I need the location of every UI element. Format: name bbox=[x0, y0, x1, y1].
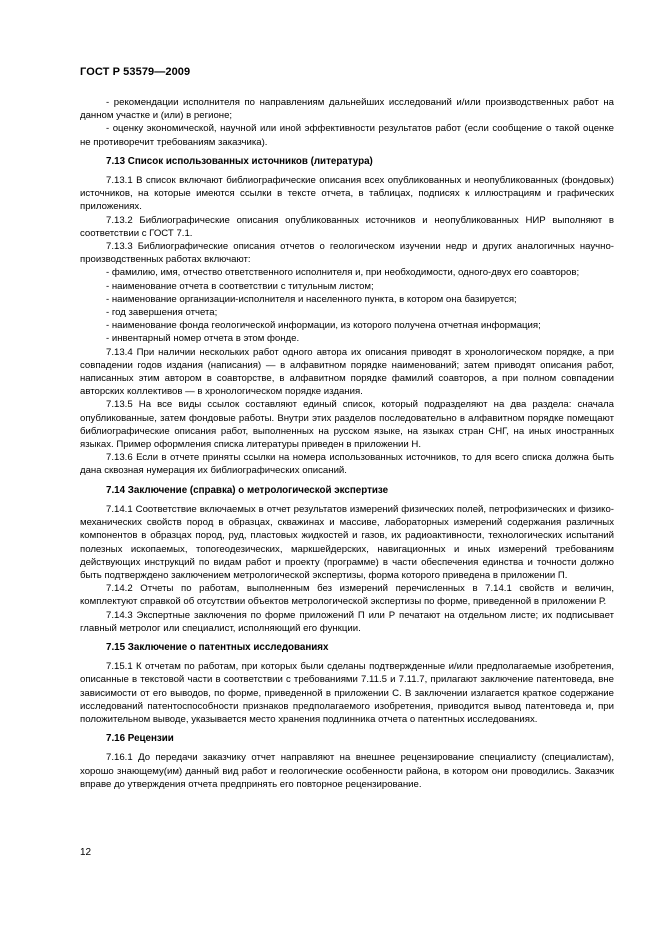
list-item: - год завершения отчета; bbox=[106, 307, 218, 319]
section-heading-7-14: 7.14 Заключение (справка) о метрологической экспертизе bbox=[106, 484, 389, 496]
paragraph: 7.13.5 На все виды ссылок составляют единый список, который подразделяют на два раздела: сначала опубликованные, затем фондовые работы. Внутри этих разделов последовательно в алфавитном порядке помещают библиографические описания работ, выполненных на русском языке, на языках стран СНГ, на иных иностранных языках. Пример оформления списка литературы приведен в приложении Н. bbox=[80, 399, 614, 451]
paragraph: 7.13.3 Библиографические описания отчетов о геологическом изучении недр и других аналогичных научно-производственных работах включают: bbox=[80, 241, 614, 266]
paragraph: 7.13.2 Библиографические описания опубликованных источников и неопубликованных НИР выполняют в соответствии с ГОСТ 7.1. bbox=[80, 214, 614, 239]
list-item: - фамилию, имя, отчество ответственного исполнителя и, при необходимости, одного-двух его соавторов; bbox=[106, 267, 580, 279]
paragraph: - оценку экономической, научной или иной эффективности результатов работ (если сообщение о такой оценке не противоречит требованиям заказчика). bbox=[80, 123, 614, 148]
paragraph: 7.14.1 Соответствие включаемых в отчет результатов измерений физических полей, петрофизических и физико-механических свойств пород в образцах, скважинах и массиве, лабораторных измерений содержания различных компонентов в образцах пород, руд, пластовых жидкостей и газов, их радиоактивности, технологических испытаний полезных ископаемых, топогеодезических, маркшейдерских, навигационных и иных измерений требованиям действующих инструкций по видам работ и проекту (программе) в части обеспечения единства и точности должно быть подтверждено заключением метрологической экспертизы, форма которого приведена в приложении П. bbox=[80, 503, 614, 581]
list-item: - наименование организации-исполнителя и населенного пункта, в котором она базируется; bbox=[106, 293, 517, 305]
paragraph: 7.13.4 При наличии нескольких работ одного автора их описания приводят в хронологическом порядке, а при совпадении годов издания (написания) — в алфавитном порядке наименований; затем приводят описания работ, написанных этим автором в соавторстве, в алфавитном порядке фамилий соавторов, а при полном совпадении авторских коллективов — в хронологическом порядке издания. bbox=[80, 346, 614, 398]
section-heading-7-15: 7.15 Заключение о патентных исследованиях bbox=[106, 641, 329, 653]
paragraph: 7.14.2 Отчеты по работам, выполненным без измерений перечисленных в 7.14.1 свойств и величин, комплектуют справкой об отсутствии объектов метрологической экспертизы по форме, приведенной в приложении Р. bbox=[80, 583, 614, 608]
paragraph: 7.13.6 Если в отчете приняты ссылки на номера использованных источников, то для всего списка должна быть дана сквозная нумерация их библиографических описаний. bbox=[80, 452, 614, 477]
section-heading-7-13: 7.13 Список использованных источников (литература) bbox=[106, 155, 373, 167]
document-body bbox=[80, 96, 614, 791]
paragraph: 7.15.1 К отчетам по работам, при которых были сделаны подтвержденные и/или предполагаемые изобретения, описанные в текстовой части в соответствии с требованиями 7.11.5 и 7.11.7, прилагают заключение патентоведа, вне зависимости от его выводов, по форме, приведенной в приложении С. В заключении излагается краткое содержание исследований патентоспособности признаков предполагаемого изобретения, приводится вывод патентоведа и, при положительном выводе, указывается место хранения подлинника отчета о патентных исследованиях. bbox=[80, 661, 614, 725]
list-item: - инвентарный номер отчета в этом фонде. bbox=[106, 333, 300, 345]
paragraph: 7.13.1 В список включают библиографические описания всех опубликованных и неопубликованных (фондовых) источников, на которые имеются ссылки в тексте отчета, в таблицах, подписях к иллюстрациям и графических приложениях. bbox=[80, 175, 614, 213]
page-header-standard-number: ГОСТ Р 53579—2009 bbox=[80, 66, 191, 78]
list-item: - наименование фонда геологической информации, из которого получена отчетная информация; bbox=[106, 320, 541, 332]
list-item: - наименование отчета в соответствии с титульным листом; bbox=[106, 280, 374, 292]
paragraph: - рекомендации исполнителя по направлениям дальнейших исследований и/или производственных работ на данном участке и (или) в регионе; bbox=[80, 97, 614, 122]
paragraph: 7.14.3 Экспертные заключения по форме приложений П или Р печатают на отдельном листе; их подписывает главный метролог или специалист, исполняющий его функции. bbox=[80, 609, 614, 634]
paragraph: 7.16.1 До передачи заказчику отчет направляют на внешнее рецензирование специалисту (специалистам), хорошо знающему(им) данный вид работ и геологические особенности района, в котором они проводились. Заказчик вправе до утверждения отчета предпринять его повторное рецензирование. bbox=[80, 752, 614, 790]
section-heading-7-16: 7.16 Рецензии bbox=[106, 733, 174, 745]
page-number: 12 bbox=[80, 847, 92, 858]
